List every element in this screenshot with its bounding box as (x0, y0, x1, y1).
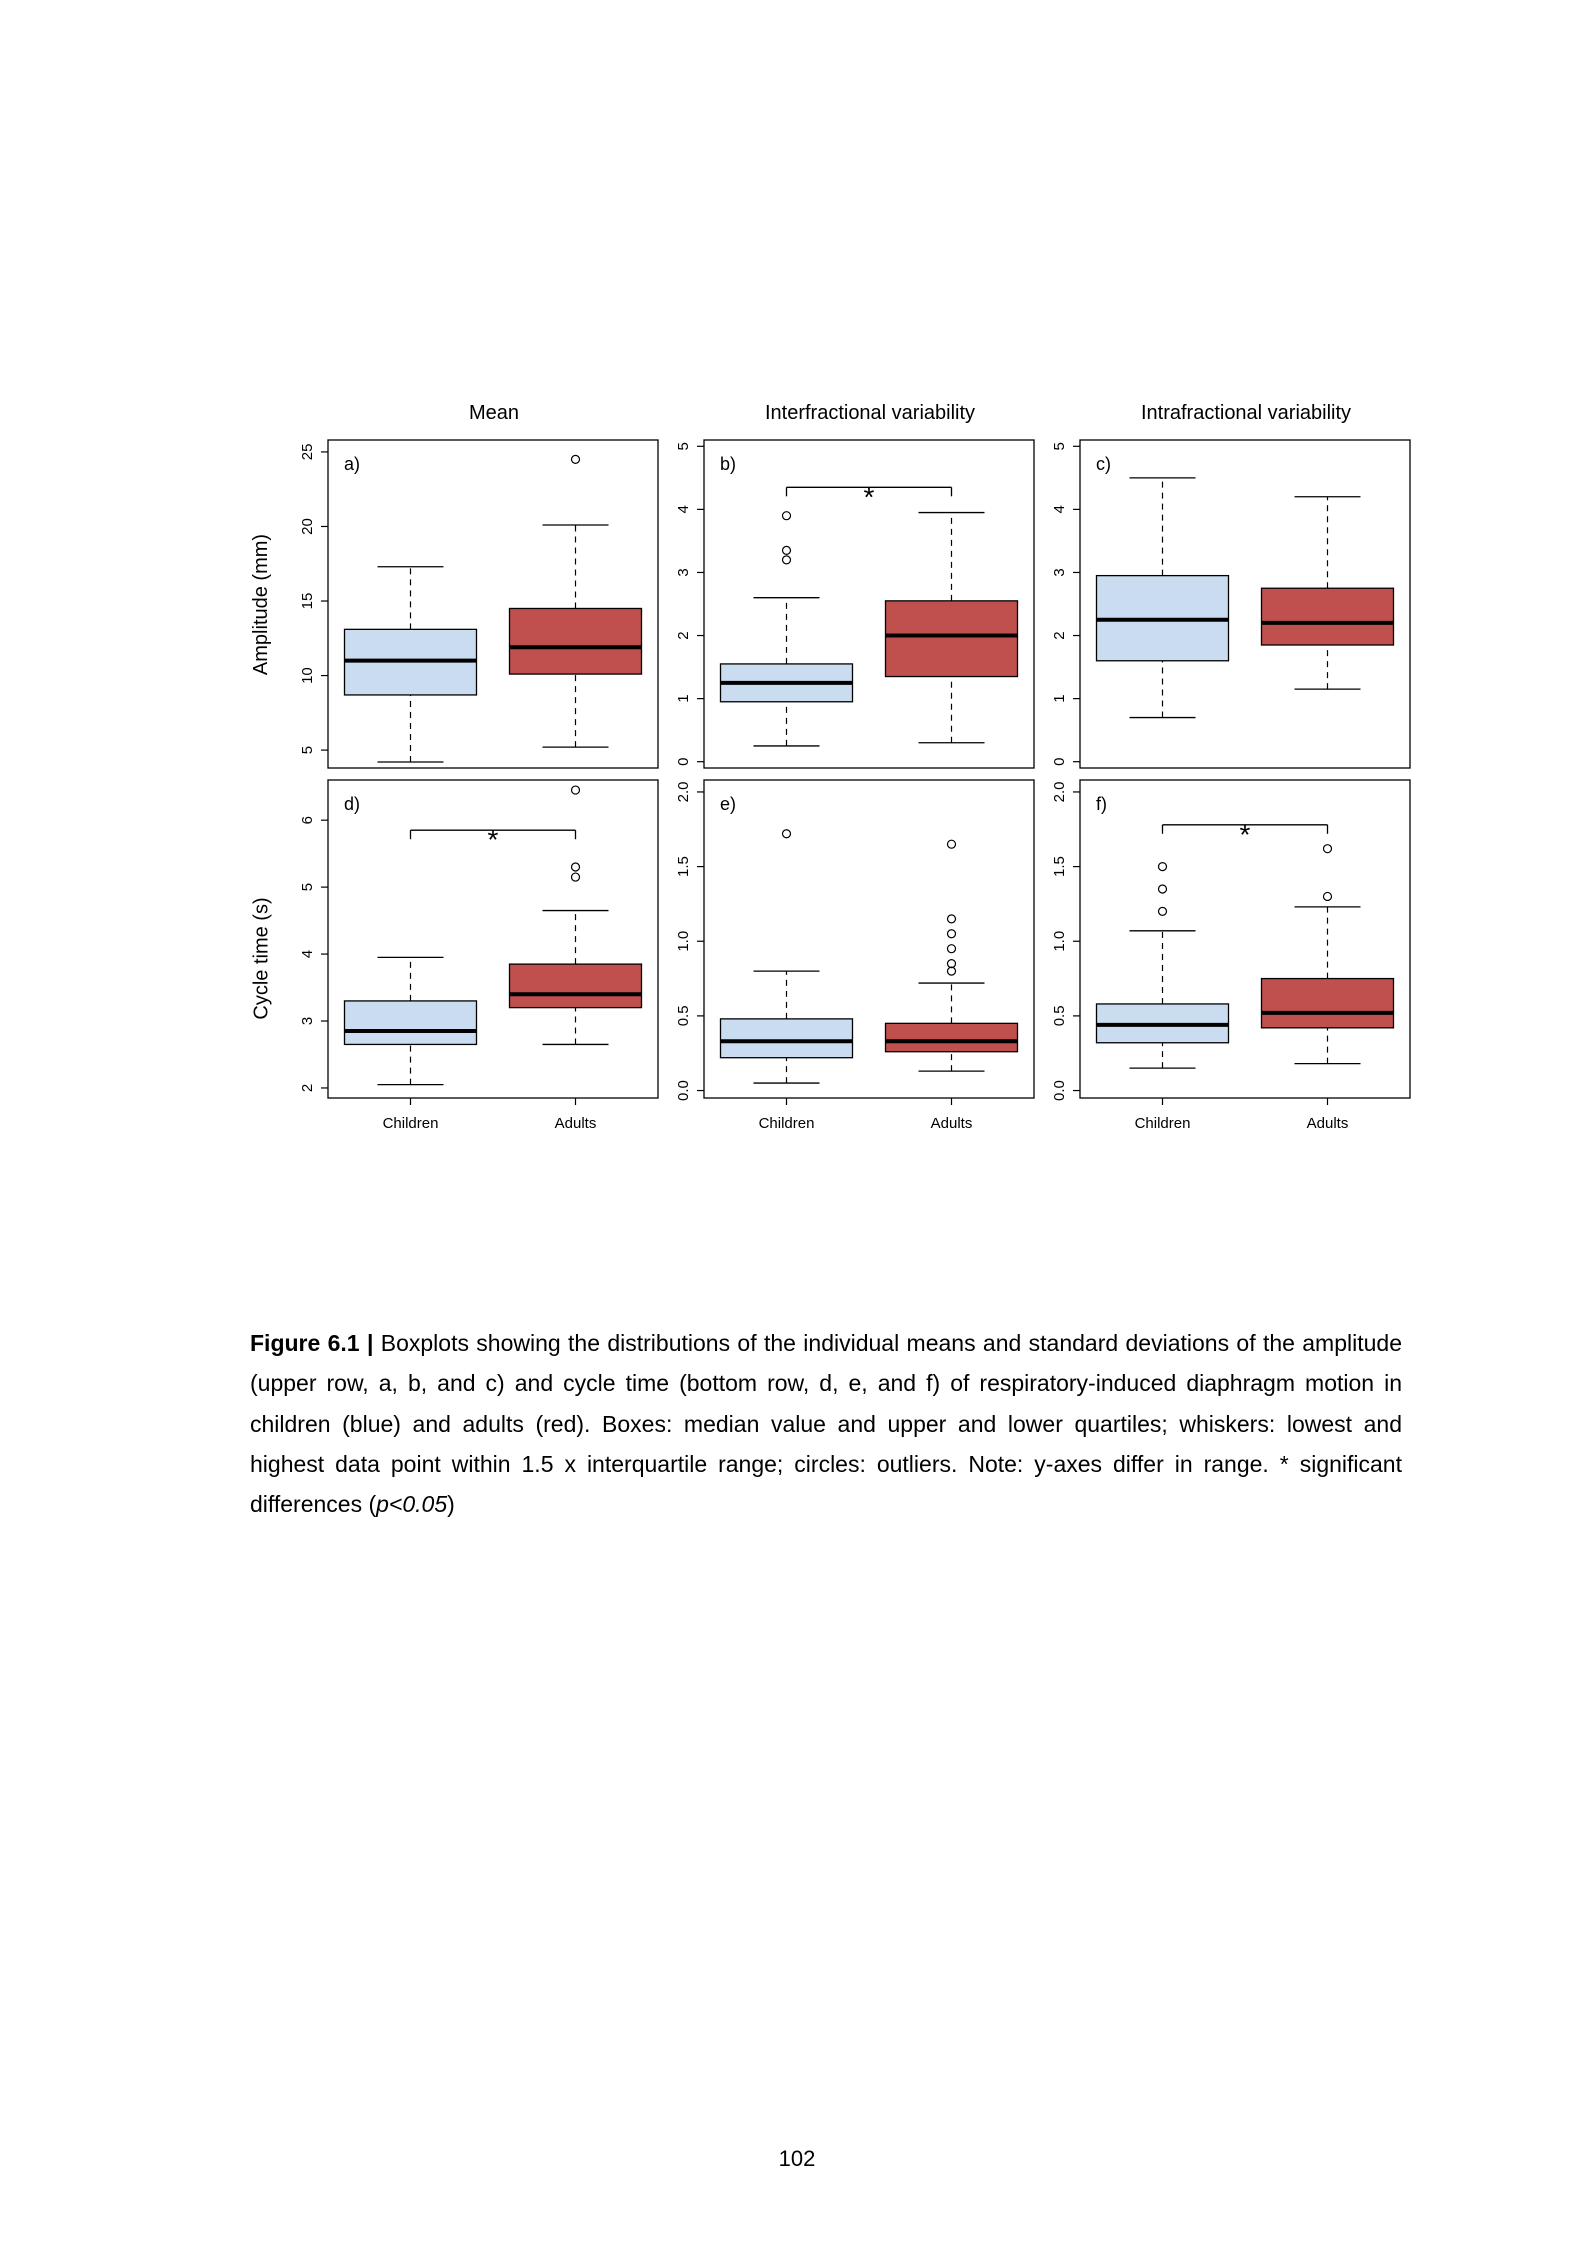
column-title-interfractional-variability: Interfractional variability (764, 402, 976, 424)
boxplot-panel-b (660, 434, 1036, 774)
figure-6-1 (240, 398, 1412, 1142)
boxplot-panel-a (284, 434, 660, 774)
svg-text:Adults: Adults (554, 1115, 597, 1132)
svg-text:1.0: 1.0 (675, 930, 692, 952)
svg-text:2.0: 2.0 (1051, 781, 1068, 803)
svg-text:1: 1 (675, 694, 692, 703)
svg-text:5: 5 (299, 745, 316, 755)
column-title-intrafractional-variability: Intrafractional variability (1140, 402, 1352, 424)
svg-text:4: 4 (1051, 505, 1068, 514)
svg-text:5: 5 (299, 882, 316, 892)
svg-text:1.5: 1.5 (675, 856, 692, 878)
row-label-cycle-time (240, 774, 284, 1142)
y-axis-label-cycle-time: Cycle time (s) (250, 896, 273, 1020)
svg-text:15: 15 (299, 592, 316, 610)
svg-text:0.5: 0.5 (675, 1005, 692, 1027)
figure-caption-tail: ) (447, 1491, 455, 1517)
row-label-amplitude (240, 434, 284, 774)
boxplot-panel-f (1036, 774, 1412, 1142)
svg-text:10: 10 (299, 667, 316, 684)
svg-text:e): e) (720, 794, 737, 814)
boxplot-svg (1036, 434, 1412, 774)
svg-text:6: 6 (299, 815, 316, 825)
svg-text:f): f) (1096, 794, 1107, 814)
svg-text:c): c) (1096, 454, 1111, 474)
svg-text:Children: Children (1134, 1115, 1191, 1132)
svg-text:0: 0 (675, 757, 692, 766)
svg-text:3: 3 (1051, 568, 1068, 577)
boxplot-svg (660, 774, 1036, 1142)
svg-text:*: * (487, 824, 499, 856)
svg-text:*: * (863, 481, 875, 513)
svg-text:Adults: Adults (930, 1115, 973, 1132)
svg-text:Children: Children (382, 1115, 439, 1132)
figure-caption (250, 1323, 1402, 1524)
column-title-mean: Mean (468, 402, 520, 424)
y-axis-label-amplitude: Amplitude (mm) (250, 533, 273, 675)
svg-text:d): d) (344, 794, 361, 814)
svg-text:a): a) (344, 454, 361, 474)
svg-text:0: 0 (1051, 757, 1068, 766)
svg-text:25: 25 (299, 443, 316, 461)
svg-text:3: 3 (675, 568, 692, 577)
svg-text:4: 4 (675, 505, 692, 514)
svg-text:0.5: 0.5 (1051, 1005, 1068, 1027)
svg-text:2.0: 2.0 (675, 781, 692, 803)
svg-text:2: 2 (675, 631, 692, 640)
boxplot-svg (660, 434, 1036, 774)
boxplot-svg (284, 774, 660, 1142)
svg-text:3: 3 (299, 1016, 316, 1026)
svg-text:1.5: 1.5 (1051, 856, 1068, 878)
boxplot-svg (1036, 774, 1412, 1142)
svg-text:20: 20 (299, 518, 316, 535)
boxplot-panel-c (1036, 434, 1412, 774)
figure-caption-italic: p<0.05 (376, 1491, 448, 1517)
boxplot-svg (284, 434, 660, 774)
svg-text:5: 5 (675, 442, 692, 451)
boxplot-panel-d (284, 774, 660, 1142)
svg-text:5: 5 (1051, 442, 1068, 451)
svg-text:b): b) (720, 454, 737, 474)
svg-text:0.0: 0.0 (1051, 1080, 1068, 1101)
page-number: 102 (778, 2146, 816, 2171)
figure-caption-label: Figure 6.1 | (250, 1330, 374, 1356)
svg-text:0.0: 0.0 (675, 1080, 692, 1101)
svg-text:Children: Children (758, 1115, 815, 1132)
svg-text:*: * (1239, 818, 1251, 850)
svg-text:Adults: Adults (1306, 1115, 1349, 1132)
svg-text:1.0: 1.0 (1051, 930, 1068, 952)
svg-text:4: 4 (299, 949, 316, 959)
svg-text:2: 2 (299, 1083, 316, 1093)
svg-text:1: 1 (1051, 694, 1068, 703)
figure-caption-body: Boxplots showing the distributions of the individual means and standard deviations of the amplitude (upper row, a, b, and c) and cycle time (bottom row, d, e, and f) of respiratory-induced diaphragm motion in children (blue) and adults (red). Boxes: median value and upper and lower quartiles; whiskers: lowest and highest data point within 1.5 x interquartile range; circles: outliers. Note: y-axes differ in range. * significant differences ( (250, 1330, 1402, 1517)
svg-text:2: 2 (1051, 631, 1068, 640)
boxplot-panel-e (660, 774, 1036, 1142)
figure-grid (240, 398, 1412, 1142)
